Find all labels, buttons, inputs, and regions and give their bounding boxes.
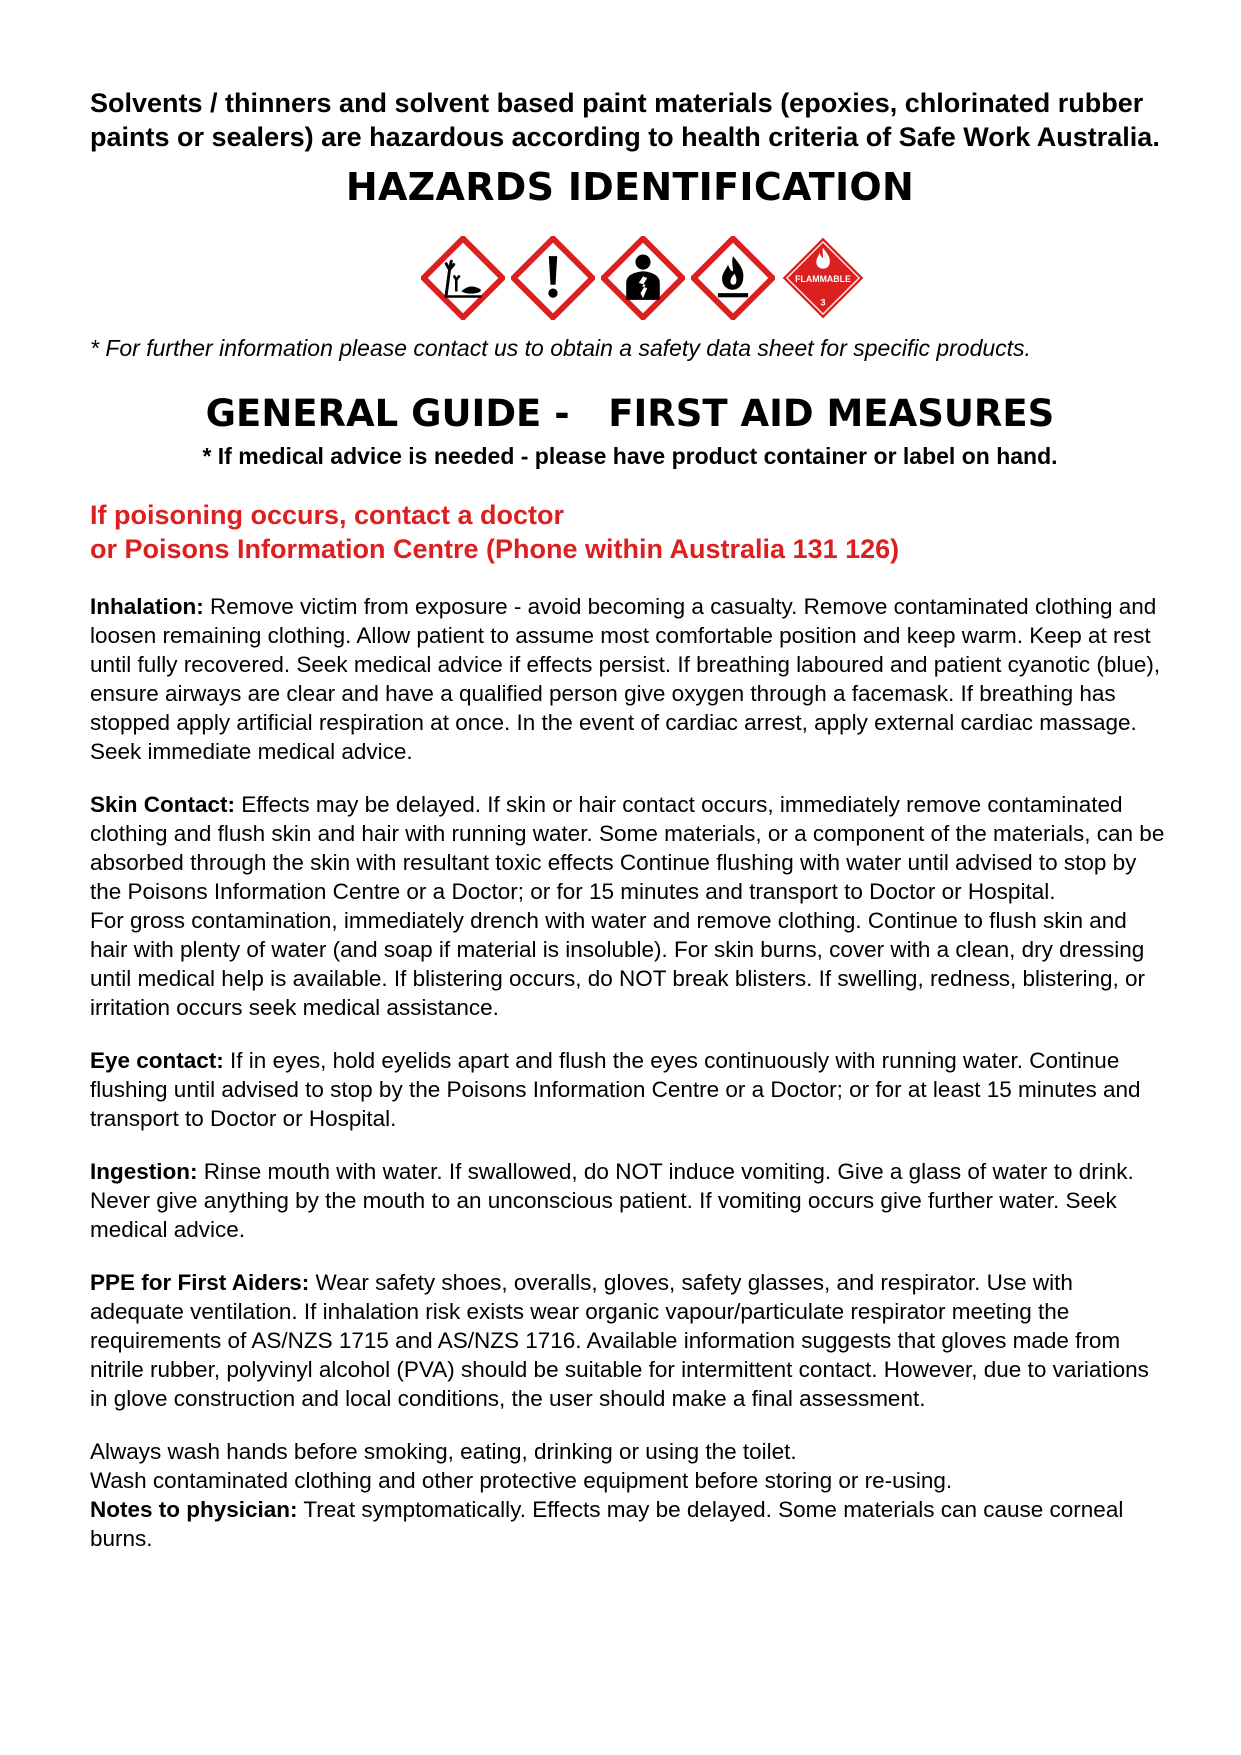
eye-contact-section	[90, 1046, 1170, 1133]
eye-contact-label: Eye contact:	[90, 1048, 224, 1073]
ingestion-label: Ingestion:	[90, 1159, 198, 1184]
poisoning-line-1: If poisoning occurs, contact a doctor	[90, 500, 565, 530]
skin-contact-text: Effects may be delayed. If skin or hair contact occurs, immediately remove contaminated clothing and flush skin and hair with running water. Some materials, or a component of the materials, can be absorbed through the skin with resultant toxic effects Continue flushing with water until advised to stop by the Poisons Information Centre or a Doctor; or for 15 minutes and transport to Doctor or Hospital.	[90, 792, 1165, 904]
eye-contact-text: If in eyes, hold eyelids apart and flush the eyes continuously with running water. Continue flushing until advised to stop by the Poisons Information Centre or a Doctor; or for at least 15 minutes and transport to Doctor or Hospital.	[90, 1048, 1141, 1131]
flammable-class-3-icon	[781, 236, 865, 320]
physician-label: Notes to physician:	[90, 1497, 298, 1522]
inhalation-text: Remove victim from exposure - avoid becoming a casualty. Remove contaminated clothing and loosen remaining clothing. Allow patient to assume most comfortable position and keep warm. Keep at rest until fully recovered. Seek medical advice if effects persist. If breathing laboured and patient cyanotic (blue), ensure airways are clear and have a qualified person give oxygen through a facemask. If breathing has stopped apply artificial respiration at once. In the event of cardiac arrest, apply external cardiac massage. Seek immediate medical advice.	[90, 594, 1161, 764]
flame-hazard-icon	[691, 236, 775, 320]
intro-statement: Solvents / thinners and solvent based paint materials (epoxies, chlorinated rubber paints or sealers) are hazardous according to health criteria of Safe Work Australia.	[90, 88, 1160, 152]
further-info-note: * For further information please contact us to obtain a safety data sheet for specific products.	[90, 335, 1031, 361]
poisoning-line-2: or Poisons Information Centre (Phone within Australia 131 126)	[90, 534, 900, 564]
ingestion-text: Rinse mouth with water. If swallowed, do NOT induce vomiting. Give a glass of water to drink. Never give anything by the mouth to an unconscious patient. If vomiting occurs give further water. Seek medical advice.	[90, 1159, 1134, 1242]
hazard-pictograms	[116, 234, 1170, 322]
wash-hands-text: Always wash hands before smoking, eating, drinking or using the toilet.	[90, 1439, 797, 1464]
medical-advice-note: * If medical advice is needed - please have product container or label on hand.	[202, 443, 1058, 469]
flammable-label: FLAMMABLE	[795, 274, 851, 285]
skin-contact-section	[90, 790, 1170, 906]
inhalation-section	[90, 592, 1170, 766]
skin-contact-gross-text: For gross contamination, immediately drench with water and remove clothing. Continue to flush skin and hair with plenty of water (and soap if material is insoluble). For skin burns, cover with a clean, dry dressing until medical help is available. If blistering occurs, do NOT break blisters. If swelling, redness, blistering, or irritation occurs seek medical assistance.	[90, 908, 1146, 1020]
inhalation-label: Inhalation:	[90, 594, 204, 619]
exclamation-hazard-icon	[511, 236, 595, 320]
ppe-text: Wear safety shoes, overalls, gloves, safety glasses, and respirator. Use with adequate ventilation. If inhalation risk exists wear organic vapour/particulate respirator meeting the requirements of AS/NZS 1715 and AS/NZS 1716. Available information suggests that gloves made from nitrile rubber, polyvinyl alcohol (PVA) should be suitable for intermittent contact. However, due to variations in glove construction and local conditions, the user should make a final assessment.	[90, 1270, 1149, 1411]
ppe-label: PPE for First Aiders:	[90, 1270, 310, 1295]
flammable-class: 3	[820, 297, 826, 308]
health-hazard-icon	[601, 236, 685, 320]
first-aid-title: GENERAL GUIDE - FIRST AID MEASURES	[205, 392, 1055, 435]
ingestion-section	[90, 1157, 1170, 1244]
skin-contact-label: Skin Contact:	[90, 792, 236, 817]
environment-hazard-icon	[421, 236, 505, 320]
hazards-title: HAZARDS IDENTIFICATION	[345, 165, 915, 209]
poisoning-warning	[90, 498, 1170, 566]
ppe-section	[90, 1268, 1170, 1413]
physician-section	[90, 1495, 1170, 1553]
wash-clothing-text: Wash contaminated clothing and other protective equipment before storing or re-using.	[90, 1468, 953, 1493]
document-page	[90, 86, 1170, 1553]
physician-text: Treat symptomatically. Effects may be delayed. Some materials can cause corneal burns.	[90, 1497, 1124, 1551]
